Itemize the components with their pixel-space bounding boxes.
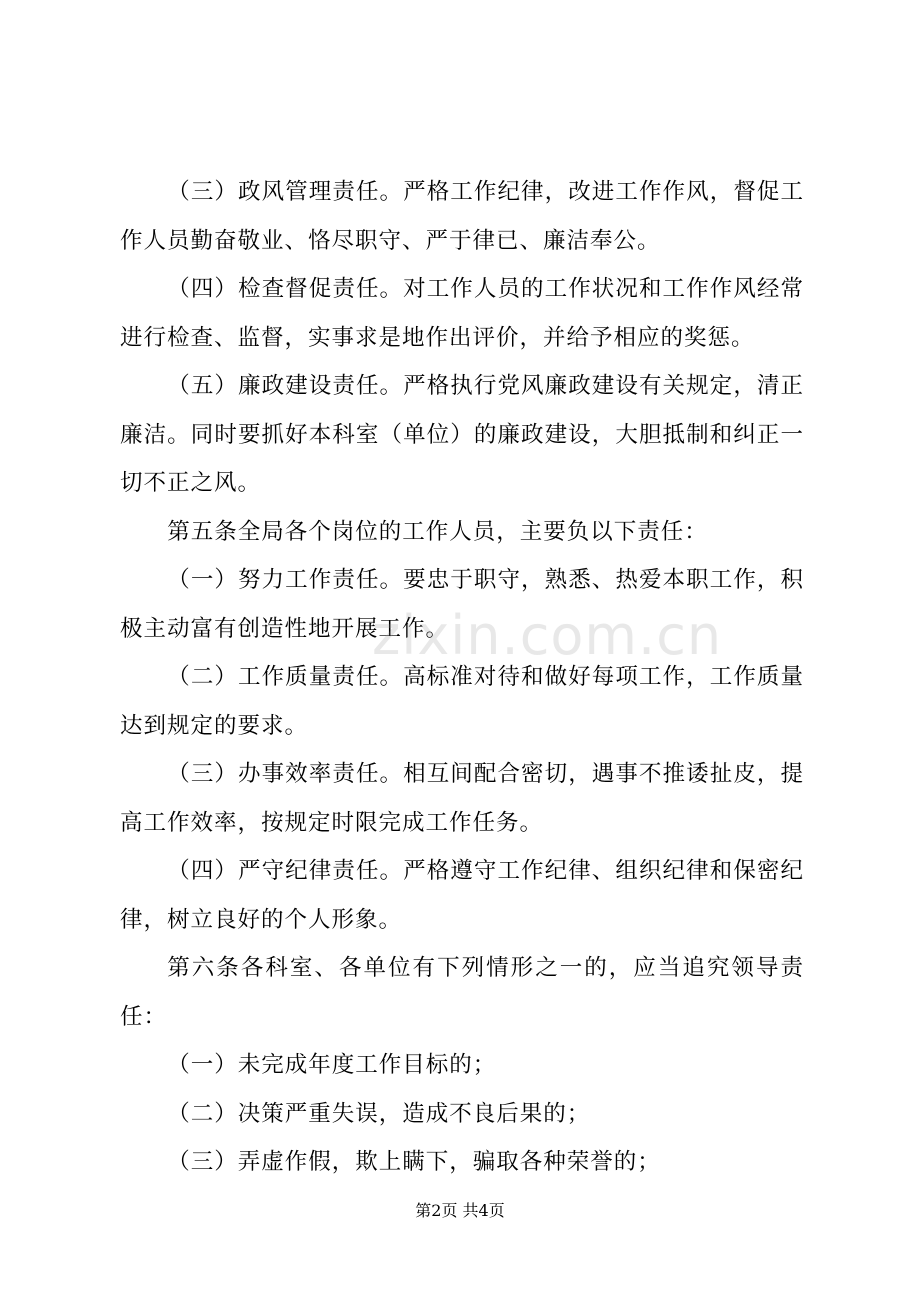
paragraph-12: （三）弄虚作假，欺上瞒下，骗取各种荣誉的； — [167, 1149, 661, 1175]
paragraph-9: 第六条各科室、各单位有下列情形之一的，应当追究领导责任： — [120, 955, 804, 1030]
paragraph-10: （一）未完成年度工作目标的； — [167, 1052, 497, 1078]
paragraph-6: （二）工作质量责任。高标准对待和做好每项工作，工作质量达到规定的要求。 — [120, 664, 804, 739]
paragraph-2: （四）检查督促责任。对工作人员的工作状况和工作作风经常进行检查、监督，实事求是地作出评价，并给予相应的奖惩。 — [120, 276, 804, 351]
watermark: zixin.com.cn — [372, 604, 723, 667]
paragraph-7: （三）办事效率责任。相互间配合密切，遇事不推诿扯皮，提高工作效率，按规定时限完成工作任务。 — [120, 761, 804, 836]
paragraph-5: （一）努力工作责任。要忠于职守，熟悉、热爱本职工作，积极主动富有创造性地开展工作。 — [120, 567, 804, 642]
paragraph-11: （二）决策严重失误，造成不良后果的； — [167, 1100, 591, 1127]
document-body — [120, 168, 804, 1187]
page-footer: 第2页 共4页 — [415, 1201, 505, 1220]
paragraph-3: （五）廉政建设责任。严格执行党风廉政建设有关规定，清正廉洁。同时要抓好本科室（单位）的廉政建设，大胆抵制和纠正一切不正之风。 — [120, 373, 804, 496]
paragraph-8: （四）严守纪律责任。严格遵守工作纪律、组织纪律和保密纪律，树立良好的个人形象。 — [120, 858, 804, 933]
paragraph-4: 第五条全局各个岗位的工作人员，主要负以下责任： — [167, 518, 708, 545]
paragraph-1: （三）政风管理责任。严格工作纪律，改进工作作风，督促工作人员勤奋敬业、恪尽职守、严于律已、廉洁奉公。 — [120, 179, 804, 254]
